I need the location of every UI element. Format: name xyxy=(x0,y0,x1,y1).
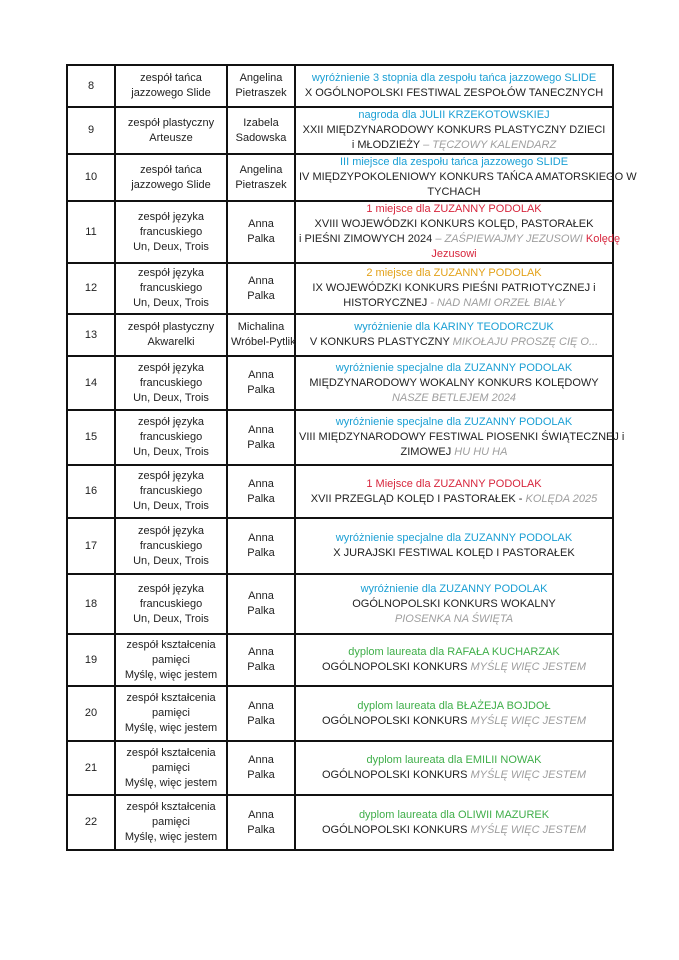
row-number: 10 xyxy=(67,154,115,201)
award-line xyxy=(299,492,609,507)
award-text-segment: – ZAŚPIEWAJMY JEZUSOWI xyxy=(435,233,586,245)
award-text-segment: MYŚLĘ WIĘC JESTEM xyxy=(470,661,587,673)
award-text-segment: – TĘCZOWY KALENDARZ xyxy=(423,139,557,151)
award-line xyxy=(299,376,609,391)
group-name-line: pamięci xyxy=(152,653,190,666)
award-line xyxy=(299,531,609,546)
award-text-segment: 1 miejsce dla ZUZANNY PODOLAK xyxy=(366,203,542,215)
group-name-line: francuskiego xyxy=(139,597,203,610)
table-row xyxy=(67,154,613,201)
award-text-segment: ZIMOWEJ xyxy=(400,446,455,458)
award-text-segment: nagroda dla JULII KRZEKOTOWSKIEJ xyxy=(358,109,550,121)
award-text-segment: Jezusowi xyxy=(431,248,477,260)
award-text-segment: NASZE BETLEJEM 2024 xyxy=(391,391,517,404)
group-name-line: Un, Deux, Trois xyxy=(133,240,209,253)
award-line xyxy=(299,391,609,406)
group-cell xyxy=(115,518,227,574)
table-row xyxy=(67,518,613,574)
group-name-line: zespół kształcenia xyxy=(126,801,216,813)
award-text-segment: MYŚLĘ WIĘC JESTEM xyxy=(470,823,587,836)
group-cell xyxy=(115,741,227,795)
award-text-segment: - NAD NAMI ORZEŁ BIAŁY xyxy=(430,297,565,309)
group-cell xyxy=(115,154,227,201)
awards-table-body xyxy=(67,65,637,850)
award-text-segment: i MŁODZIEŻY xyxy=(351,139,424,151)
teacher-name-line: Palka xyxy=(247,714,275,727)
award-line xyxy=(299,714,609,729)
teacher-cell xyxy=(227,263,295,314)
award-cell xyxy=(295,634,613,686)
row-number: 19 xyxy=(67,634,115,686)
award-text-segment: III miejsce dla zespołu tańca jazzowego SLIDE xyxy=(339,156,569,168)
row-number: 8 xyxy=(67,65,115,107)
award-text-segment: wyróżnienie dla ZUZANNY PODOLAK xyxy=(360,582,548,595)
award-line xyxy=(299,108,609,123)
group-name-line: zespół kształcenia xyxy=(126,746,216,759)
award-line xyxy=(299,266,609,281)
teacher-name-line: Anna xyxy=(248,699,274,712)
table-row xyxy=(67,356,613,410)
award-line xyxy=(299,645,609,660)
award-line xyxy=(299,71,609,86)
teacher-cell xyxy=(227,65,295,107)
teacher-cell xyxy=(227,107,295,154)
row-number: 9 xyxy=(67,107,115,154)
award-cell xyxy=(295,201,621,263)
award-cell xyxy=(295,518,613,574)
award-text-segment: 2 miejsce dla ZUZANNY PODOLAK xyxy=(366,267,542,279)
teacher-cell xyxy=(227,314,295,356)
award-line xyxy=(299,753,609,768)
award-text-segment: MIKOŁAJU PROSZĘ CIĘ O... xyxy=(452,336,599,348)
table-row xyxy=(67,314,613,356)
teacher-cell xyxy=(227,154,295,201)
award-line xyxy=(299,808,609,823)
group-name-line: francuskiego xyxy=(139,539,203,552)
group-name-line: zespół języka xyxy=(137,210,205,223)
award-text-segment: dyplom laureata dla OLIWII MAZUREK xyxy=(358,808,550,821)
award-cell xyxy=(295,741,613,795)
award-text-segment: X OGÓLNOPOLSKI FESTIWAL ZESPOŁÓW TANECZNYCH xyxy=(304,87,604,99)
group-name-line: zespół plastyczny xyxy=(127,116,215,129)
group-cell xyxy=(115,634,227,686)
group-name-line: Myślę, więc jestem xyxy=(124,722,218,734)
teacher-cell xyxy=(227,201,295,263)
group-name-line: jazzowego Slide xyxy=(131,87,211,99)
group-name-line: zespół plastyczny xyxy=(127,321,215,333)
award-line xyxy=(299,546,609,561)
group-name-line: pamięci xyxy=(152,707,190,719)
group-cell xyxy=(115,201,227,263)
group-name-line: jazzowego Slide xyxy=(131,178,211,191)
group-name-line: zespół języka xyxy=(137,416,205,428)
award-text-segment: PIOSENKA NA ŚWIĘTA xyxy=(394,612,514,625)
teacher-name-line: Wróbel-Pytlik xyxy=(231,336,296,348)
award-line xyxy=(299,247,609,262)
award-line xyxy=(299,612,609,627)
award-text-segment: dyplom laureata dla BŁAŻEJA BOJDOŁ xyxy=(357,699,551,712)
award-text-segment: dyplom laureata dla EMILII NOWAK xyxy=(366,754,542,766)
award-line xyxy=(299,445,609,460)
award-text-segment: wyróżnienie dla KARINY TEODORCZUK xyxy=(354,321,554,333)
award-text-segment: HU HU HA xyxy=(454,446,508,458)
award-cell xyxy=(295,65,613,107)
teacher-name-line: Izabela xyxy=(243,116,279,129)
award-cell xyxy=(295,686,613,741)
award-text-segment: OGÓLNOPOLSKI KONKURS xyxy=(321,823,471,836)
award-line xyxy=(299,823,609,838)
group-cell xyxy=(115,410,227,465)
group-name-line: zespół tańca xyxy=(140,163,202,176)
group-name-line: pamięci xyxy=(152,761,190,774)
award-line xyxy=(299,660,609,675)
group-cell xyxy=(115,574,227,634)
award-text-segment: V KONKURS PLASTYCZNY xyxy=(309,336,453,348)
group-name-line: Arteusze xyxy=(149,131,193,144)
award-line xyxy=(299,86,609,101)
award-text-segment: IX WOJEWÓDZKI KONKURS PIEŚNI PATRIOTYCZNEJ i xyxy=(312,282,596,294)
row-number: 21 xyxy=(67,741,115,795)
group-name-line: Un, Deux, Trois xyxy=(133,500,209,512)
row-number: 22 xyxy=(67,795,115,850)
award-line xyxy=(299,477,609,492)
teacher-name-line: Palka xyxy=(247,547,275,559)
teacher-name-line: Anna xyxy=(248,423,274,436)
award-line xyxy=(299,415,609,430)
group-name-line: zespół języka xyxy=(137,582,205,595)
award-text-segment: dyplom laureata dla RAFAŁA KUCHARZAK xyxy=(348,646,560,658)
teacher-name-line: Anna xyxy=(248,369,274,381)
award-line xyxy=(299,335,609,350)
award-line xyxy=(299,699,609,714)
teacher-cell xyxy=(227,795,295,850)
table-row xyxy=(67,263,613,314)
award-line xyxy=(299,155,609,170)
award-text-segment: X JURAJSKI FESTIWAL KOLĘD I PASTORAŁEK xyxy=(333,547,575,559)
awards-table xyxy=(66,64,637,851)
teacher-name-line: Angelina xyxy=(239,72,283,84)
table-row xyxy=(67,574,613,634)
award-text-segment: MIĘDZYNARODOWY WOKALNY KONKURS KOLĘDOWY xyxy=(309,376,599,389)
group-name-line: Un, Deux, Trois xyxy=(133,446,209,458)
award-cell xyxy=(295,465,613,518)
teacher-name-line: Anna xyxy=(248,274,274,287)
award-text-segment: OGÓLNOPOLSKI KONKURS xyxy=(321,769,471,781)
award-text-segment: wyróżnienie specjalne dla ZUZANNY PODOLAK xyxy=(335,361,573,374)
row-number: 18 xyxy=(67,574,115,634)
teacher-cell xyxy=(227,465,295,518)
award-text-segment: wyróżnienie specjalne dla ZUZANNY PODOLAK xyxy=(335,416,573,428)
row-number: 20 xyxy=(67,686,115,741)
teacher-name-line: Palka xyxy=(247,492,275,505)
award-line xyxy=(299,185,609,200)
table-row xyxy=(67,741,613,795)
award-cell xyxy=(295,356,613,410)
group-cell xyxy=(115,65,227,107)
award-line xyxy=(299,296,609,311)
row-number: 16 xyxy=(67,465,115,518)
group-name-line: zespół języka xyxy=(137,361,205,374)
group-name-line: Myślę, więc jestem xyxy=(124,668,218,681)
teacher-name-line: Palka xyxy=(247,233,275,245)
group-cell xyxy=(115,795,227,850)
table-row xyxy=(67,686,613,741)
teacher-cell xyxy=(227,741,295,795)
teacher-name-line: Palka xyxy=(247,289,275,302)
award-cell xyxy=(295,263,613,314)
award-line xyxy=(299,138,609,153)
teacher-name-line: Palka xyxy=(247,823,275,836)
award-text-segment: XVIII WOJEWÓDZKI KONKURS KOLĘD, PASTORAŁEK xyxy=(314,218,594,230)
group-name-line: pamięci xyxy=(152,816,190,828)
teacher-name-line: Angelina xyxy=(239,163,283,176)
award-text-segment: XXII MIĘDZYNARODOWY KONKURS PLASTYCZNY DZIECI xyxy=(302,124,606,136)
award-text-segment: Kolędę xyxy=(585,233,621,245)
row-number: 17 xyxy=(67,518,115,574)
award-text-segment: OGÓLNOPOLSKI KONKURS xyxy=(321,661,471,673)
award-cell xyxy=(295,107,613,154)
group-name-line: zespół języka xyxy=(137,470,205,482)
teacher-name-line: Palka xyxy=(247,384,275,396)
award-text-segment: OGÓLNOPOLSKI KONKURS xyxy=(321,714,471,727)
award-cell xyxy=(295,795,613,850)
row-number: 12 xyxy=(67,263,115,314)
award-text-segment: VIII MIĘDZYNARODOWY FESTIWAL PIOSENKI ŚWIĄTECZNEJ i xyxy=(299,431,625,443)
award-cell xyxy=(295,574,613,634)
group-name-line: zespół kształcenia xyxy=(126,692,216,704)
group-name-line: francuskiego xyxy=(139,376,203,389)
table-row xyxy=(67,634,613,686)
table-row xyxy=(67,107,613,154)
award-text-segment: i PIEŚNI ZIMOWYCH 2024 xyxy=(299,233,436,245)
row-number: 13 xyxy=(67,314,115,356)
teacher-name-line: Anna xyxy=(248,754,274,766)
teacher-cell xyxy=(227,686,295,741)
award-text-segment: MYŚLĘ WIĘC JESTEM xyxy=(470,714,587,727)
teacher-name-line: Anna xyxy=(248,477,274,490)
group-name-line: zespół tańca xyxy=(140,72,202,84)
award-line xyxy=(299,202,609,217)
teacher-name-line: Palka xyxy=(247,605,275,617)
group-cell xyxy=(115,263,227,314)
award-line xyxy=(299,217,609,232)
teacher-name-line: Palka xyxy=(247,438,275,451)
award-line xyxy=(299,320,609,335)
teacher-cell xyxy=(227,634,295,686)
teacher-name-line: Palka xyxy=(247,661,275,673)
group-name-line: Un, Deux, Trois xyxy=(133,391,209,404)
award-text-segment: HISTORYCZNEJ xyxy=(343,297,431,309)
table-row xyxy=(67,795,613,850)
group-name-line: Un, Deux, Trois xyxy=(133,554,209,567)
award-line xyxy=(299,768,609,783)
group-name-line: Akwarelki xyxy=(147,336,195,348)
award-text-segment: KOLĘDA 2025 xyxy=(525,492,598,505)
table-row xyxy=(67,65,613,107)
row-number: 15 xyxy=(67,410,115,465)
row-number: 11 xyxy=(67,201,115,263)
award-text-segment: wyróżnienie 3 stopnia dla zespołu tańca jazzowego SLIDE xyxy=(311,72,597,84)
group-name-line: Un, Deux, Trois xyxy=(133,297,209,309)
group-name-line: zespół języka xyxy=(137,267,205,279)
award-line xyxy=(299,582,609,597)
table-row xyxy=(67,465,613,518)
award-line xyxy=(299,170,637,185)
group-name-line: Myślę, więc jestem xyxy=(124,831,218,843)
award-text-segment: TYCHACH xyxy=(427,186,481,198)
teacher-name-line: Anna xyxy=(248,590,274,602)
group-name-line: Un, Deux, Trois xyxy=(133,612,209,625)
group-cell xyxy=(115,356,227,410)
teacher-cell xyxy=(227,410,295,465)
award-line xyxy=(299,232,621,247)
award-cell xyxy=(295,314,613,356)
award-line xyxy=(299,123,609,138)
group-cell xyxy=(115,314,227,356)
row-number: 14 xyxy=(67,356,115,410)
teacher-name-line: Sadowska xyxy=(235,131,287,144)
group-cell xyxy=(115,686,227,741)
award-line xyxy=(299,597,609,612)
teacher-cell xyxy=(227,574,295,634)
group-cell xyxy=(115,465,227,518)
teacher-name-line: Michalina xyxy=(237,321,285,333)
group-name-line: francuskiego xyxy=(139,225,203,238)
teacher-name-line: Anna xyxy=(248,532,274,544)
group-name-line: francuskiego xyxy=(139,431,203,443)
award-text-segment: IV MIĘDZYPOKOLENIOWY KONKURS TAŃCA AMATORSKIEGO W xyxy=(299,171,637,183)
group-name-line: francuskiego xyxy=(139,282,203,294)
award-line xyxy=(299,361,609,376)
teacher-cell xyxy=(227,356,295,410)
award-cell xyxy=(295,410,625,465)
award-text-segment: XVII PRZEGLĄD KOLĘD I PASTORAŁEK - xyxy=(310,492,526,505)
award-text-segment: 1 Miejsce dla ZUZANNY PODOLAK xyxy=(366,477,542,490)
teacher-cell xyxy=(227,518,295,574)
award-text-segment: MYŚLĘ WIĘC JESTEM xyxy=(470,769,587,781)
teacher-name-line: Anna xyxy=(248,646,274,658)
group-name-line: francuskiego xyxy=(139,485,203,497)
teacher-name-line: Palka xyxy=(247,769,275,781)
award-line xyxy=(299,430,625,445)
group-name-line: zespół języka xyxy=(137,524,205,537)
award-text-segment: OGÓLNOPOLSKI KONKURS WOKALNY xyxy=(352,597,556,610)
award-text-segment: wyróżnienie specjalne dla ZUZANNY PODOLAK xyxy=(335,532,573,544)
teacher-name-line: Anna xyxy=(248,218,274,230)
teacher-name-line: Pietraszek xyxy=(235,87,287,99)
award-cell xyxy=(295,154,637,201)
group-cell xyxy=(115,107,227,154)
group-name-line: zespół kształcenia xyxy=(126,638,216,651)
group-name-line: Myślę, więc jestem xyxy=(124,776,218,789)
table-row xyxy=(67,201,613,263)
table-row xyxy=(67,410,613,465)
award-line xyxy=(299,281,609,296)
teacher-name-line: Anna xyxy=(248,808,274,821)
teacher-name-line: Pietraszek xyxy=(235,178,287,191)
